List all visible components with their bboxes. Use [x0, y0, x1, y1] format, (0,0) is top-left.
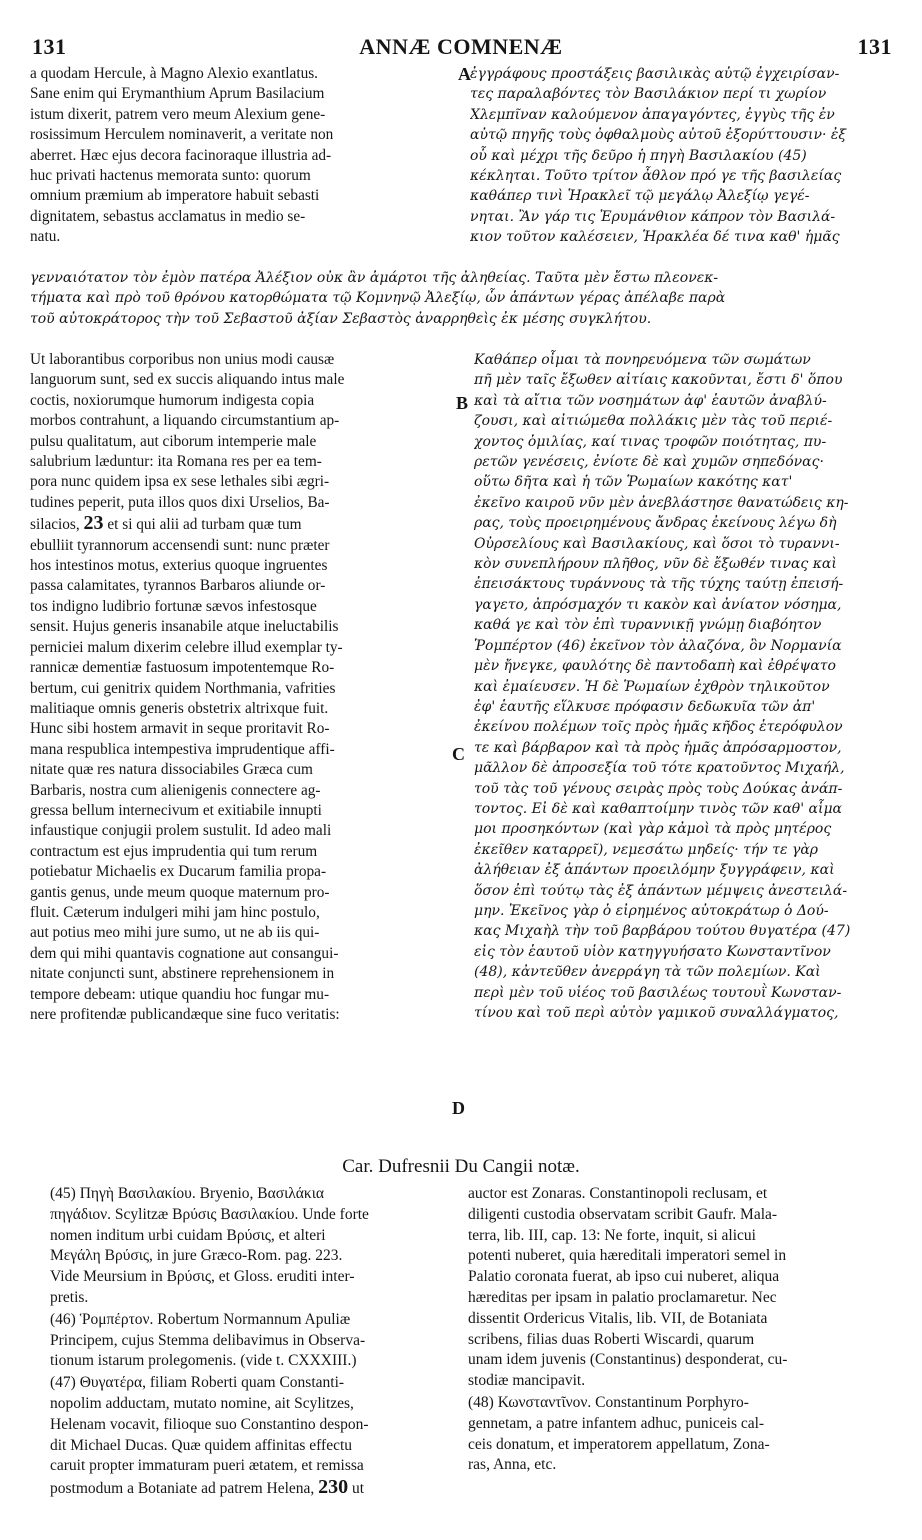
text-line: dem qui mihi quantavis cognatione aut consangui-: [30, 944, 339, 962]
text-line: ἐγγράφους προστάξεις βασιλικὰς αὐτῷ ἐγχειρίσαν-: [470, 66, 840, 82]
text-line: πῆ μὲν ταῖς ἔξωθεν αἰτίαις κακοῦνται, ἔστι δ' ὅπου: [474, 372, 843, 389]
text-line: pora nunc quidem ipsa ex sese lethales sibi ægri-: [30, 473, 330, 491]
text-line: ἐκείνου πολέμων τοῖς πρὸς ἡμᾶς κῆδος ἑτερόφυλον: [474, 719, 843, 736]
text-line: γενναιότατον τὸν ἐμὸν πατέρα Ἀλέξιον οὐκ ἂν ἁμάρτοι τῆς ἀληθείας. Ταῦτα μὲν ἔστω πλεονεκ-: [30, 270, 719, 286]
text-line: nitate conjuncti sunt, abstinere reprehensionem in: [30, 965, 335, 983]
text-line: Hunc sibi hostem armavit in seque proritavit Ro-: [30, 720, 330, 738]
footnote-line: nopolim adductam, mutato nomine, ait Scylitzes,: [50, 1394, 354, 1412]
page-number-right: 131: [857, 34, 892, 59]
text-line: aberret. Hæc ejus decora facinoraque illustria ad-: [30, 146, 332, 164]
text-line: contractum est ejus imprudentia qui tum rerum: [30, 842, 318, 860]
text-line: Καθάπερ οἶμαι τὰ πονηρευόμενα τῶν σωμάτων: [474, 352, 811, 368]
text-line: a quodam Hercule, à Magno Alexio exantlatus.: [30, 65, 319, 82]
text-line: rosissimum Herculem nominaverit, a veritate non: [30, 126, 334, 144]
footnote-line: dissentit Ordericus Vitalis, lib. VII, de Botaniata: [468, 1309, 768, 1327]
footnote-line: Palatio coronata fuerat, ab ipso cui nuberet, aliqua: [468, 1268, 780, 1286]
text-line: huc privati hactenus memorata sunto: quorum: [30, 167, 311, 185]
footnote-line: Helenam vocavit, filioque suo Constantino despon-: [50, 1415, 369, 1433]
text-line: τήματα καὶ πρὸ τοῦ θρόνου κατορθώματα τῷ Κομνηνῷ Ἀλεξίῳ, ὧν ἁπάντων γέρας ἀπέλαβε παρὰ: [30, 290, 726, 307]
greek-column-top: [470, 64, 890, 248]
text-line: mana respublica intempestiva imprudentique affi-: [30, 740, 335, 758]
latin-column-top: [30, 64, 455, 248]
text-line: tos indigno ludibrio fortunæ sævos infestosque: [30, 597, 317, 615]
text-line: silacios, 23 et si qui alii ad turbam quæ tum: [30, 513, 302, 535]
text-line: Ut laborantibus corporibus non unius modi causæ: [30, 351, 335, 368]
text-line: νηται. Ἂν γάρ τις Ἐρυμάνθιον κάπρον τὸν Βασιλά-: [470, 208, 836, 225]
text-line: καθάπερ τινὶ Ἡρακλεῖ τῷ μεγάλῳ Ἀλεξίῳ γεγέ-: [470, 188, 810, 205]
text-line: κιον τοῦτον καλέσειεν, Ἡρακλέα δέ τινα καθ' ἡμᾶς: [470, 229, 840, 246]
text-line: omnium præmium ab imperatore habuit sebasti: [30, 187, 320, 205]
footnote-line: hæreditas per ipsam in palatio proclamaretur. Nec: [468, 1288, 777, 1306]
text-line: malitiaque omnis generis obstetrix altrixque fuit.: [30, 699, 329, 717]
margin-letter-c: C: [452, 744, 465, 764]
text-line: κὸν συνεπλήρουν πλῆθος, νῦν δὲ ἔξωθέν τινας καὶ: [474, 556, 837, 573]
text-line: salubrium læduntur: ita Romana res per ea tem-: [30, 453, 322, 471]
text-line: Sane enim qui Erymanthium Aprum Basilacium: [30, 85, 325, 103]
running-header: [26, 34, 896, 60]
footnote-line: pretis.: [50, 1288, 89, 1306]
footnote-line: auctor est Zonaras. Constantinopoli reclusam, et: [468, 1185, 768, 1202]
text-line: tudines peperit, puta illos quos dixi Urselios, Ba-: [30, 493, 330, 511]
page-number-left: 131: [32, 34, 67, 59]
margin-letter-a: A: [458, 64, 471, 84]
latin-column-main: [30, 350, 458, 1025]
footnote-line: (48) Κωνσταντῖνον. Constantinum Porphyro-: [468, 1393, 749, 1411]
text-line: τες παραλαβόντες τὸν Βασιλάκιον περί τι χωρίον: [470, 86, 827, 103]
footnote: [50, 1310, 455, 1372]
text-line: bertum, cui genitrix quidem Northmania, vafrities: [30, 679, 336, 697]
text-line: Οὐρσελίους καὶ Βασιλακίους, καὶ ὅσοι τὸ τυραννι-: [474, 535, 840, 552]
text-line: rannicæ dementiæ fastuosum impotentemque Ro-: [30, 659, 335, 677]
footnote-line: postmodum a Botaniate ad patrem Helena, 230 ut: [50, 1477, 365, 1499]
text-line: ebulliit tyrannorum accensendi sunt: nunc præter: [30, 536, 330, 554]
text-line: κας Μιχαὴλ τὴν τοῦ βαρβάρου τούτου θυγατέρα (47): [474, 923, 851, 940]
margin-letter-d: D: [452, 1098, 465, 1118]
text-line: gantis genus, unde meum quoque maternum pro-: [30, 883, 330, 901]
footnote-line: caruit propter immaturam pueri ætatem, et remissa: [50, 1457, 364, 1475]
text-line: εἰς τὸν ἑαυτοῦ υἱὸν κατηγγυήσατο Κωνσταντῖνον: [474, 943, 831, 960]
text-line: infaustique conjugii prolem sustulit. Id adeo mali: [30, 822, 332, 840]
footnote-line: ceis donatum, et imperatorem appellatum, Zona-: [468, 1435, 770, 1453]
text-line: ἐπεισάκτους τυράννους τὰ τῆς τύχης ταύτῃ ἐπεισή-: [474, 576, 844, 593]
footnote-line: Vide Meursium in Βρύσις, et Gloss. eruditi inter-: [50, 1268, 355, 1286]
text-line: μην. Ἐκεῖνος γὰρ ὁ εἰρημένος αὐτοκράτωρ ὁ Δού-: [474, 902, 829, 919]
footnote: [50, 1373, 455, 1500]
footnote-line: (47) Θυγατέρα, filiam Roberti quam Constanti-: [50, 1374, 345, 1392]
text-line: aut potius meo mihi jure sumo, ut ne ab iis qui-: [30, 924, 320, 942]
text-line: dignitatem, sebastus acclamatus in medio se-: [30, 207, 306, 225]
text-line: languorum sunt, sed ex succis aliquando intus male: [30, 371, 345, 389]
text-line: (48), κἀντεῦθεν ἀνερράγη τὰ τῶν πολεμίων. Καὶ: [474, 964, 821, 981]
text-line: τίνου καὶ τοῦ περὶ αὐτὸν γαμικοῦ συναλλάγματος,: [474, 1005, 839, 1021]
footnote: [468, 1393, 888, 1476]
text-line: passa calamitates, tyrannos Barbaros aliunde or-: [30, 577, 326, 595]
text-line: χοντος ὁμιλίας, καί τινας τροφῶν ποιότητας, πυ-: [474, 433, 827, 450]
text-line: ἀλήθειαν ἐξ ἁπάντων προειλόμην ξυγγράφειν, καὶ: [474, 862, 835, 879]
text-line: ἐφ' ἑαυτῆς εἵλκυσε πρόφασιν δεδωκυῖα τῶν ἀπ': [474, 698, 816, 715]
footnote-line: stodiæ mancipavit.: [468, 1372, 586, 1390]
footnote-line: diligenti custodia observatam scribit Gaufr. Mala-: [468, 1205, 778, 1223]
greek-column-main: [474, 350, 892, 1023]
text-line: κέκληται. Τοῦτο τρίτον ἆθλον πρό γε τῆς βασιλείας: [470, 168, 842, 185]
footnote-line: Μεγάλη Βρύσις, in jure Græco-Rom. pag. 223.: [50, 1247, 343, 1265]
text-line: ρετῶν γενέσεις, ἐνίοτε δὲ καὶ χυμῶν σηπεδόνας·: [474, 454, 824, 471]
greek-span-text: [30, 268, 892, 329]
notes-column-right: [468, 1184, 888, 1477]
text-line: hos intestinos motus, exterius quoque ingruentes: [30, 557, 328, 575]
text-line: pulsu qualitatum, aut ciborum intemperie male: [30, 432, 317, 450]
text-line: Χλεμπῖναν καλούμενον ἀπαγαγόντες, ἐγγὺς τῆς ἐν: [470, 106, 835, 123]
text-line: τοῦ αὐτοκράτορος τὴν τοῦ Σεβαστοῦ ἀξίαν Σεβαστὸς ἀναρρηθεὶς ἐκ μέσης συγκλήτου.: [30, 310, 652, 327]
folio-marker: 23: [83, 513, 104, 535]
footnote: [468, 1184, 888, 1392]
text-line: potiebatur Michaelis ex Ducarum familia propa-: [30, 863, 327, 881]
text-line: nitate quæ res natura dissociabiles Græca cum: [30, 761, 313, 779]
text-line: coctis, noxiorumque humorum indigesta copia: [30, 391, 315, 409]
footnote-line: potenti nuberet, quia hæreditali imperatori semel in: [468, 1247, 787, 1265]
text-line: τοῦ τὰς τοῦ γένους σειρὰς πρὸς τοὺς Δούκας ἀνάπ-: [474, 780, 843, 797]
footnote-line: πηγάδιον. Scylitzæ Βρύσις Βασιλακίου. Unde forte: [50, 1205, 369, 1223]
notes-column-left: [50, 1184, 455, 1501]
folio-marker: 230: [318, 1477, 349, 1499]
text-line: καὶ ἐμαίευσεν. Ἡ δὲ Ῥωμαίων ἐχθρὸν τηλικοῦτον: [474, 678, 830, 695]
running-title: ANNÆ COMNENÆ: [359, 34, 563, 59]
text-line: τοντος. Εἰ δὲ καὶ καθαπτοίμην τινὸς τῶν καθ' αἷμα: [474, 800, 842, 817]
footnote-line: (45) Πηγὴ Βασιλακίου. Bryenio, Βασιλάκια: [50, 1185, 325, 1202]
text-line: οὗ καὶ μέχρι τῆς δεῦρο ἡ πηγὴ Βασιλακίου (45): [470, 147, 807, 164]
text-line: τε καὶ βάρβαρον καὶ τὰ πρὸς ἡμᾶς ἀπρόσαρμοστον,: [474, 739, 842, 756]
text-line: morbos contrahunt, a liquando circumstantium ap-: [30, 412, 340, 430]
text-line: perniciei malum dixerim celebre illud exemplar ty-: [30, 638, 343, 656]
text-line: περὶ μὲν τοῦ υἱέος τοῦ βασιλέως τουτουῒ Κωνσταν-: [474, 984, 842, 1001]
text-line: natu.: [30, 228, 61, 246]
footnote-line: gennetam, a patre infantem adhuc, puniceis cal-: [468, 1414, 765, 1432]
text-line: tempore debeam: utique quandiu hoc fungar mu-: [30, 985, 330, 1003]
text-line: καθά γε καὶ τὸν ἐπὶ τυραννικῇ γνώμῃ διαβόητον: [474, 617, 822, 634]
text-line: Ῥομπέρτον (46) ἐκεῖνον τὸν ἀλαζόνα, ὃν Νορμανία: [474, 637, 842, 654]
footnote-line: scribens, filias duas Roberti Wiscardi, quarum: [468, 1330, 755, 1348]
text-line: ρας, τοὺς προειρημένους ἄνδρας ἐκείνους λέγω δὴ: [474, 515, 837, 532]
text-line: fluit. Cæterum indulgeri mihi jam hinc postulo,: [30, 903, 320, 921]
footnote-line: tionum istarum prolegomenis. (vide t. CXXXIII.): [50, 1352, 357, 1370]
text-line: ὅσον ἐπὶ τούτῳ τὰς ἐξ ἁπάντων μέμψεις ἀνεστειλά-: [474, 882, 848, 899]
footnote-line: (46) Ῥομπέρτον. Robertum Normannum Apuliæ: [50, 1310, 351, 1328]
text-line: μοι προσηκόντων (καὶ γὰρ κἀμοὶ τὰ πρὸς μητέρος: [474, 821, 832, 838]
text-line: ἐκεῖθεν καταρρεῖ), νεμεσάτω μηδείς· τήν τε γὰρ: [474, 841, 819, 858]
text-line: οὕτω δῆτα καὶ ἡ τῶν Ῥωμαίων κακότης κατ': [474, 474, 793, 491]
footnote: [50, 1184, 455, 1309]
text-line: gressa bellum internecivum et exitiabile innupti: [30, 801, 322, 819]
text-line: istum dixerit, patrem vero meum Alexium gene-: [30, 105, 326, 123]
footnote-line: dit Michael Ducas. Quæ quidem affinitas effectu: [50, 1436, 353, 1454]
text-line: ζουσι, καὶ αἰτιώμεθα πολλάκις μὲν τὰς τοῦ περιέ-: [474, 413, 833, 430]
footnote-line: unam idem juvenis (Constantinus) desponderat, cu-: [468, 1351, 788, 1369]
text-line: γαγετο, ἀπρόσμαχόν τι κακὸν καὶ ἀνίατον νόσημα,: [474, 596, 842, 613]
text-line: sensit. Hujus generis insanabile atque ineluctabilis: [30, 618, 339, 636]
footnote-line: Principem, cujus Stemma delibavimus in Observa-: [50, 1331, 366, 1349]
text-line: καὶ τὰ αἴτια τῶν νοσημάτων ἀφ' ἑαυτῶν ἀναβλύ-: [474, 392, 827, 409]
margin-letter-b: B: [456, 393, 469, 413]
text-line: nere profitendæ publicandæque sine fuco veritatis:: [30, 1006, 340, 1023]
footnote-line: terra, lib. III, cap. 13: Ne forte, inquit, si alicui: [468, 1226, 756, 1244]
text-line: Barbaris, nostra cum alienigenis connectere ag-: [30, 781, 321, 799]
text-line: αὐτῷ πηγῆς τοὺς ὀφθαλμοὺς αὐτοῦ ἐξορύττουσιν· ἐξ: [470, 127, 847, 144]
footnote-line: nomen inditum urbi cuidam Βρύσις, et alteri: [50, 1226, 326, 1244]
footnote-line: ras, Anna, etc.: [468, 1456, 557, 1474]
text-line: μὲν ἤνεγκε, φαυλότης δὲ παντοδαπὴ καὶ ἐθρέψατο: [474, 658, 836, 675]
notes-heading: Car. Dufresnii Du Cangii notæ.: [342, 1156, 580, 1177]
text-line: μᾶλλον δὲ ἀπροσεξία τοῦ τότε κρατοῦντος Μιχαήλ,: [474, 760, 845, 777]
text-line: ἐκεῖνο καιροῦ νῦν μὲν ἀνεβλάστησε θανατώδεις κη-: [474, 494, 849, 511]
